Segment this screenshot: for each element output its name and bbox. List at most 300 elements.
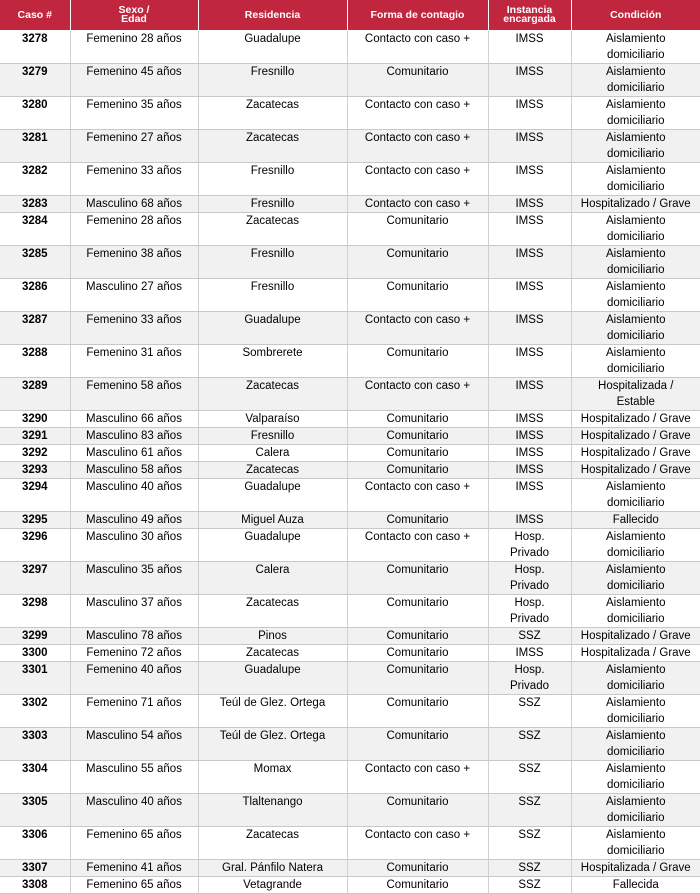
case-number-cell-text: 3287 (21, 314, 48, 326)
instance-cell (488, 312, 571, 345)
case-number-cell-text: 3288 (21, 347, 48, 359)
instance-cell-text: SSZ (518, 763, 541, 775)
instance-cell (488, 378, 571, 411)
sex-age-cell (70, 761, 198, 794)
condition-cell-text-line2: Estable (616, 396, 655, 408)
case-number-cell (0, 345, 70, 378)
case-number-cell-text: 3278 (21, 33, 48, 45)
sex-age-cell (70, 860, 198, 877)
sex-age-cell (70, 31, 198, 64)
header-instance (488, 0, 571, 31)
case-number-cell-text: 3286 (21, 281, 48, 293)
contagion-cell (347, 728, 488, 761)
header-condition (571, 0, 700, 31)
condition-cell-text-line2: domiciliario (606, 330, 665, 342)
condition-cell-text: Aislamiento (606, 281, 666, 293)
instance-cell-text: Hosp. (514, 531, 545, 543)
sex-age-cell (70, 512, 198, 529)
residence-cell-text: Fresnillo (250, 66, 295, 78)
table-row (0, 728, 700, 761)
residence-cell (198, 877, 347, 894)
residence-cell-text: Valparaíso (245, 413, 300, 425)
case-number-cell (0, 562, 70, 595)
residence-cell-text: Fresnillo (250, 198, 295, 210)
case-number-cell-text: 3293 (21, 464, 48, 476)
table-row (0, 312, 700, 345)
sex-age-cell-text: Masculino 35 años (86, 564, 182, 576)
table-row (0, 645, 700, 662)
condition-cell-text-line2: domiciliario (606, 297, 665, 309)
condition-cell-text: Fallecido (612, 514, 659, 526)
case-number-cell-text: 3300 (21, 647, 48, 659)
condition-cell-text: Aislamiento (606, 730, 666, 742)
contagion-cell-text: Comunitario (386, 597, 449, 609)
case-number-cell (0, 512, 70, 529)
condition-cell-text: Hospitalizado / Grave (580, 430, 691, 442)
case-number-cell (0, 378, 70, 411)
condition-cell (571, 628, 700, 645)
residence-cell (198, 97, 347, 130)
sex-age-cell (70, 196, 198, 213)
residence-cell (198, 312, 347, 345)
residence-cell-text: Sombrerete (242, 347, 303, 359)
case-number-cell-text: 3294 (21, 481, 48, 493)
residence-cell-text: Teúl de Glez. Ortega (219, 697, 326, 709)
instance-cell (488, 595, 571, 628)
residence-cell (198, 445, 347, 462)
residence-cell (198, 645, 347, 662)
table-row (0, 662, 700, 695)
instance-cell (488, 728, 571, 761)
residence-cell-text: Zacatecas (245, 380, 300, 392)
condition-cell (571, 196, 700, 213)
sex-age-cell (70, 411, 198, 428)
residence-cell-text: Guadalupe (244, 531, 301, 543)
case-number-cell-text: 3281 (21, 132, 48, 144)
condition-cell (571, 445, 700, 462)
instance-cell (488, 827, 571, 860)
sex-age-cell-text: Masculino 54 años (86, 730, 182, 742)
residence-cell (198, 31, 347, 64)
contagion-cell (347, 378, 488, 411)
contagion-cell-text: Contacto con caso + (364, 99, 471, 111)
case-number-cell (0, 163, 70, 196)
condition-cell (571, 97, 700, 130)
table-row (0, 246, 700, 279)
contagion-cell-text: Contacto con caso + (364, 380, 471, 392)
condition-cell (571, 512, 700, 529)
residence-cell (198, 64, 347, 97)
sex-age-cell (70, 662, 198, 695)
contagion-cell (347, 130, 488, 163)
instance-cell-text-line2: Privado (510, 680, 549, 692)
case-number-cell (0, 445, 70, 462)
instance-cell (488, 562, 571, 595)
instance-cell (488, 877, 571, 894)
residence-cell-text: Guadalupe (244, 314, 301, 326)
condition-cell-text-line2: domiciliario (606, 547, 665, 559)
contagion-cell-text: Comunitario (386, 647, 449, 659)
contagion-cell (347, 645, 488, 662)
case-number-cell-text: 3284 (21, 215, 48, 227)
residence-cell-text: Fresnillo (250, 165, 295, 177)
contagion-cell-text: Contacto con caso + (364, 132, 471, 144)
instance-cell-text: IMSS (515, 165, 544, 177)
header-sex-age (70, 0, 198, 31)
contagion-cell-text: Contacto con caso + (364, 314, 471, 326)
condition-cell-text: Hospitalizado / Grave (580, 413, 691, 425)
case-number-cell (0, 761, 70, 794)
condition-cell-text: Aislamiento (606, 796, 666, 808)
condition-cell (571, 794, 700, 827)
contagion-cell-text: Comunitario (386, 447, 449, 459)
sex-age-cell (70, 64, 198, 97)
case-number-cell (0, 428, 70, 445)
header-contagion-label: Forma de contagio (370, 9, 465, 21)
condition-cell-text-line2: domiciliario (606, 148, 665, 160)
contagion-cell (347, 279, 488, 312)
table-row (0, 213, 700, 246)
contagion-cell (347, 31, 488, 64)
sex-age-cell (70, 97, 198, 130)
condition-cell-text: Aislamiento (606, 347, 666, 359)
residence-cell-text: Momax (253, 763, 292, 775)
case-number-cell-text: 3307 (21, 862, 48, 874)
condition-cell-text-line2: domiciliario (606, 845, 665, 857)
sex-age-cell (70, 246, 198, 279)
condition-cell (571, 130, 700, 163)
contagion-cell-text: Comunitario (386, 796, 449, 808)
residence-cell-text: Vetagrande (243, 879, 302, 891)
contagion-cell-text: Comunitario (386, 66, 449, 78)
condition-cell-text-line2: domiciliario (606, 264, 665, 276)
residence-cell (198, 345, 347, 378)
condition-cell-text: Hospitalizado / Grave (580, 464, 691, 476)
table-row (0, 130, 700, 163)
contagion-cell-text: Contacto con caso + (364, 763, 471, 775)
contagion-cell (347, 794, 488, 827)
contagion-cell-text: Comunitario (386, 413, 449, 425)
instance-cell (488, 345, 571, 378)
residence-cell-text: Zacatecas (245, 132, 300, 144)
condition-cell-text: Aislamiento (606, 33, 666, 45)
header-sex-age-line2: Edad (121, 13, 147, 25)
table-row (0, 196, 700, 213)
header-case-label: Caso # (17, 9, 52, 21)
table-row (0, 163, 700, 196)
case-number-cell (0, 794, 70, 827)
condition-cell-text: Aislamiento (606, 564, 666, 576)
sex-age-cell (70, 645, 198, 662)
condition-cell-text: Hospitalizada / Grave (580, 862, 691, 874)
instance-cell (488, 97, 571, 130)
condition-cell-text: Aislamiento (606, 531, 666, 543)
contagion-cell (347, 860, 488, 877)
header-instance-line1: Instancia (506, 4, 553, 16)
case-number-cell-text: 3280 (21, 99, 48, 111)
contagion-cell (347, 445, 488, 462)
residence-cell-text: Fresnillo (250, 248, 295, 260)
residence-cell-text: Gral. Pánfilo Natera (222, 862, 323, 874)
condition-cell (571, 529, 700, 562)
case-number-cell-text: 3305 (21, 796, 48, 808)
case-number-cell-text: 3308 (21, 879, 48, 891)
case-number-cell (0, 595, 70, 628)
case-number-cell (0, 860, 70, 877)
instance-cell-text: SSZ (518, 697, 541, 709)
instance-cell (488, 445, 571, 462)
case-number-cell-text: 3279 (21, 66, 48, 78)
contagion-cell-text: Contacto con caso + (364, 531, 471, 543)
residence-cell-text: Zacatecas (245, 99, 300, 111)
condition-cell (571, 345, 700, 378)
contagion-cell-text: Comunitario (386, 430, 449, 442)
contagion-cell (347, 163, 488, 196)
sex-age-cell-text: Femenino 65 años (86, 829, 182, 841)
instance-cell (488, 628, 571, 645)
case-number-cell-text: 3299 (21, 630, 48, 642)
sex-age-cell (70, 213, 198, 246)
residence-cell (198, 595, 347, 628)
contagion-cell-text: Comunitario (386, 514, 449, 526)
case-number-cell-text: 3296 (21, 531, 48, 543)
residence-cell (198, 562, 347, 595)
condition-cell-text: Aislamiento (606, 481, 666, 493)
sex-age-cell (70, 794, 198, 827)
residence-cell-text: Guadalupe (244, 481, 301, 493)
instance-cell-text: IMSS (515, 514, 544, 526)
instance-cell (488, 64, 571, 97)
residence-cell (198, 761, 347, 794)
condition-cell-text: Aislamiento (606, 248, 666, 260)
condition-cell (571, 163, 700, 196)
condition-cell-text: Aislamiento (606, 99, 666, 111)
sex-age-cell (70, 479, 198, 512)
case-number-cell-text: 3304 (21, 763, 48, 775)
case-number-cell (0, 130, 70, 163)
contagion-cell (347, 512, 488, 529)
residence-cell-text: Calera (255, 447, 290, 459)
case-number-cell (0, 64, 70, 97)
contagion-cell-text: Contacto con caso + (364, 481, 471, 493)
condition-cell-text-line2: domiciliario (606, 613, 665, 625)
condition-cell-text-line2: domiciliario (606, 580, 665, 592)
header-condition-label: Condición (610, 9, 662, 21)
table-row (0, 428, 700, 445)
instance-cell-text: IMSS (515, 380, 544, 392)
contagion-cell (347, 97, 488, 130)
residence-cell-text: Fresnillo (250, 281, 295, 293)
sex-age-cell-text: Femenino 27 años (86, 132, 182, 144)
contagion-cell (347, 695, 488, 728)
residence-cell-text: Zacatecas (245, 597, 300, 609)
residence-cell (198, 196, 347, 213)
contagion-cell-text: Comunitario (386, 215, 449, 227)
contagion-cell (347, 662, 488, 695)
header-case (0, 0, 70, 31)
sex-age-cell-text: Masculino 30 años (86, 531, 182, 543)
instance-cell (488, 163, 571, 196)
residence-cell-text: Fresnillo (250, 430, 295, 442)
residence-cell-text: Guadalupe (244, 664, 301, 676)
condition-cell-text: Aislamiento (606, 829, 666, 841)
sex-age-cell (70, 827, 198, 860)
contagion-cell (347, 196, 488, 213)
instance-cell (488, 246, 571, 279)
sex-age-cell-text: Femenino 28 años (86, 215, 182, 227)
condition-cell-text: Hospitalizada / (598, 380, 674, 392)
case-number-cell (0, 645, 70, 662)
case-number-cell (0, 529, 70, 562)
sex-age-cell-text: Femenino 35 años (86, 99, 182, 111)
case-number-cell-text: 3298 (21, 597, 48, 609)
table-row (0, 279, 700, 312)
case-number-cell (0, 279, 70, 312)
sex-age-cell-text: Femenino 65 años (86, 879, 182, 891)
condition-cell-text: Aislamiento (606, 697, 666, 709)
sex-age-cell-text: Masculino 37 años (86, 597, 182, 609)
instance-cell-text: IMSS (515, 647, 544, 659)
sex-age-cell (70, 529, 198, 562)
sex-age-cell (70, 345, 198, 378)
case-number-cell-text: 3289 (21, 380, 48, 392)
case-number-cell-text: 3295 (21, 514, 48, 526)
case-number-cell (0, 462, 70, 479)
sex-age-cell-text: Femenino 72 años (86, 647, 182, 659)
instance-cell-text: SSZ (518, 630, 541, 642)
case-number-cell-text: 3301 (21, 664, 48, 676)
contagion-cell (347, 479, 488, 512)
residence-cell-text: Pinos (258, 630, 287, 642)
instance-cell (488, 662, 571, 695)
instance-cell (488, 645, 571, 662)
sex-age-cell (70, 163, 198, 196)
condition-cell-text: Hospitalizado / Grave (580, 447, 691, 459)
instance-cell (488, 213, 571, 246)
case-number-cell (0, 479, 70, 512)
sex-age-cell-text: Masculino 83 años (86, 430, 182, 442)
condition-cell (571, 462, 700, 479)
instance-cell (488, 860, 571, 877)
sex-age-cell-text: Masculino 78 años (86, 630, 182, 642)
sex-age-cell (70, 695, 198, 728)
contagion-cell-text: Comunitario (386, 664, 449, 676)
residence-cell (198, 130, 347, 163)
instance-cell-text: IMSS (515, 99, 544, 111)
instance-cell-text: Hosp. (514, 597, 545, 609)
instance-cell (488, 196, 571, 213)
condition-cell (571, 31, 700, 64)
sex-age-cell-text: Femenino 31 años (86, 347, 182, 359)
instance-cell-text: IMSS (515, 447, 544, 459)
case-number-cell (0, 695, 70, 728)
instance-cell (488, 512, 571, 529)
table-row (0, 512, 700, 529)
condition-cell-text-line2: domiciliario (606, 49, 665, 61)
header-instance-line2: encargada (503, 13, 556, 25)
residence-cell (198, 428, 347, 445)
contagion-cell-text: Comunitario (386, 564, 449, 576)
table-row (0, 860, 700, 877)
table-body (0, 31, 700, 894)
condition-cell-text: Aislamiento (606, 664, 666, 676)
condition-cell-text-line2: domiciliario (606, 82, 665, 94)
residence-cell (198, 246, 347, 279)
instance-cell-text: IMSS (515, 33, 544, 45)
case-number-cell (0, 196, 70, 213)
residence-cell-text: Zacatecas (245, 647, 300, 659)
contagion-cell-text: Comunitario (386, 347, 449, 359)
sex-age-cell-text: Masculino 61 años (86, 447, 182, 459)
residence-cell-text: Zacatecas (245, 464, 300, 476)
instance-cell-text-line2: Privado (510, 613, 549, 625)
case-number-cell-text: 3303 (21, 730, 48, 742)
sex-age-cell (70, 378, 198, 411)
table-row (0, 411, 700, 428)
contagion-cell (347, 312, 488, 345)
contagion-cell (347, 246, 488, 279)
table-row (0, 877, 700, 894)
condition-cell-text: Aislamiento (606, 215, 666, 227)
case-number-cell (0, 877, 70, 894)
sex-age-cell (70, 562, 198, 595)
residence-cell-text: Zacatecas (245, 215, 300, 227)
case-number-cell-text: 3302 (21, 697, 48, 709)
contagion-cell (347, 761, 488, 794)
residence-cell (198, 827, 347, 860)
residence-cell (198, 695, 347, 728)
condition-cell (571, 595, 700, 628)
case-number-cell-text: 3297 (21, 564, 48, 576)
table-row (0, 562, 700, 595)
case-number-cell (0, 662, 70, 695)
instance-cell (488, 411, 571, 428)
table-row (0, 445, 700, 462)
instance-cell (488, 695, 571, 728)
contagion-cell-text: Contacto con caso + (364, 165, 471, 177)
header-contagion (347, 0, 488, 31)
condition-cell (571, 695, 700, 728)
contagion-cell-text: Comunitario (386, 862, 449, 874)
contagion-cell (347, 877, 488, 894)
condition-cell-text: Aislamiento (606, 132, 666, 144)
sex-age-cell-text: Femenino 71 años (86, 697, 182, 709)
instance-cell-text: Hosp. (514, 564, 545, 576)
instance-cell-text: IMSS (515, 66, 544, 78)
sex-age-cell (70, 628, 198, 645)
sex-age-cell-text: Masculino 40 años (86, 796, 182, 808)
contagion-cell (347, 64, 488, 97)
residence-cell (198, 411, 347, 428)
table-row (0, 479, 700, 512)
case-number-cell (0, 827, 70, 860)
condition-cell-text-line2: domiciliario (606, 713, 665, 725)
case-number-cell-text: 3282 (21, 165, 48, 177)
contagion-cell (347, 562, 488, 595)
sex-age-cell-text: Masculino 68 años (86, 198, 182, 210)
instance-cell-text: IMSS (515, 413, 544, 425)
table-row (0, 31, 700, 64)
table-row (0, 378, 700, 411)
condition-cell-text: Aislamiento (606, 763, 666, 775)
instance-cell (488, 529, 571, 562)
residence-cell-text: Teúl de Glez. Ortega (219, 730, 326, 742)
condition-cell (571, 761, 700, 794)
contagion-cell (347, 213, 488, 246)
contagion-cell (347, 628, 488, 645)
condition-cell (571, 645, 700, 662)
condition-cell (571, 411, 700, 428)
